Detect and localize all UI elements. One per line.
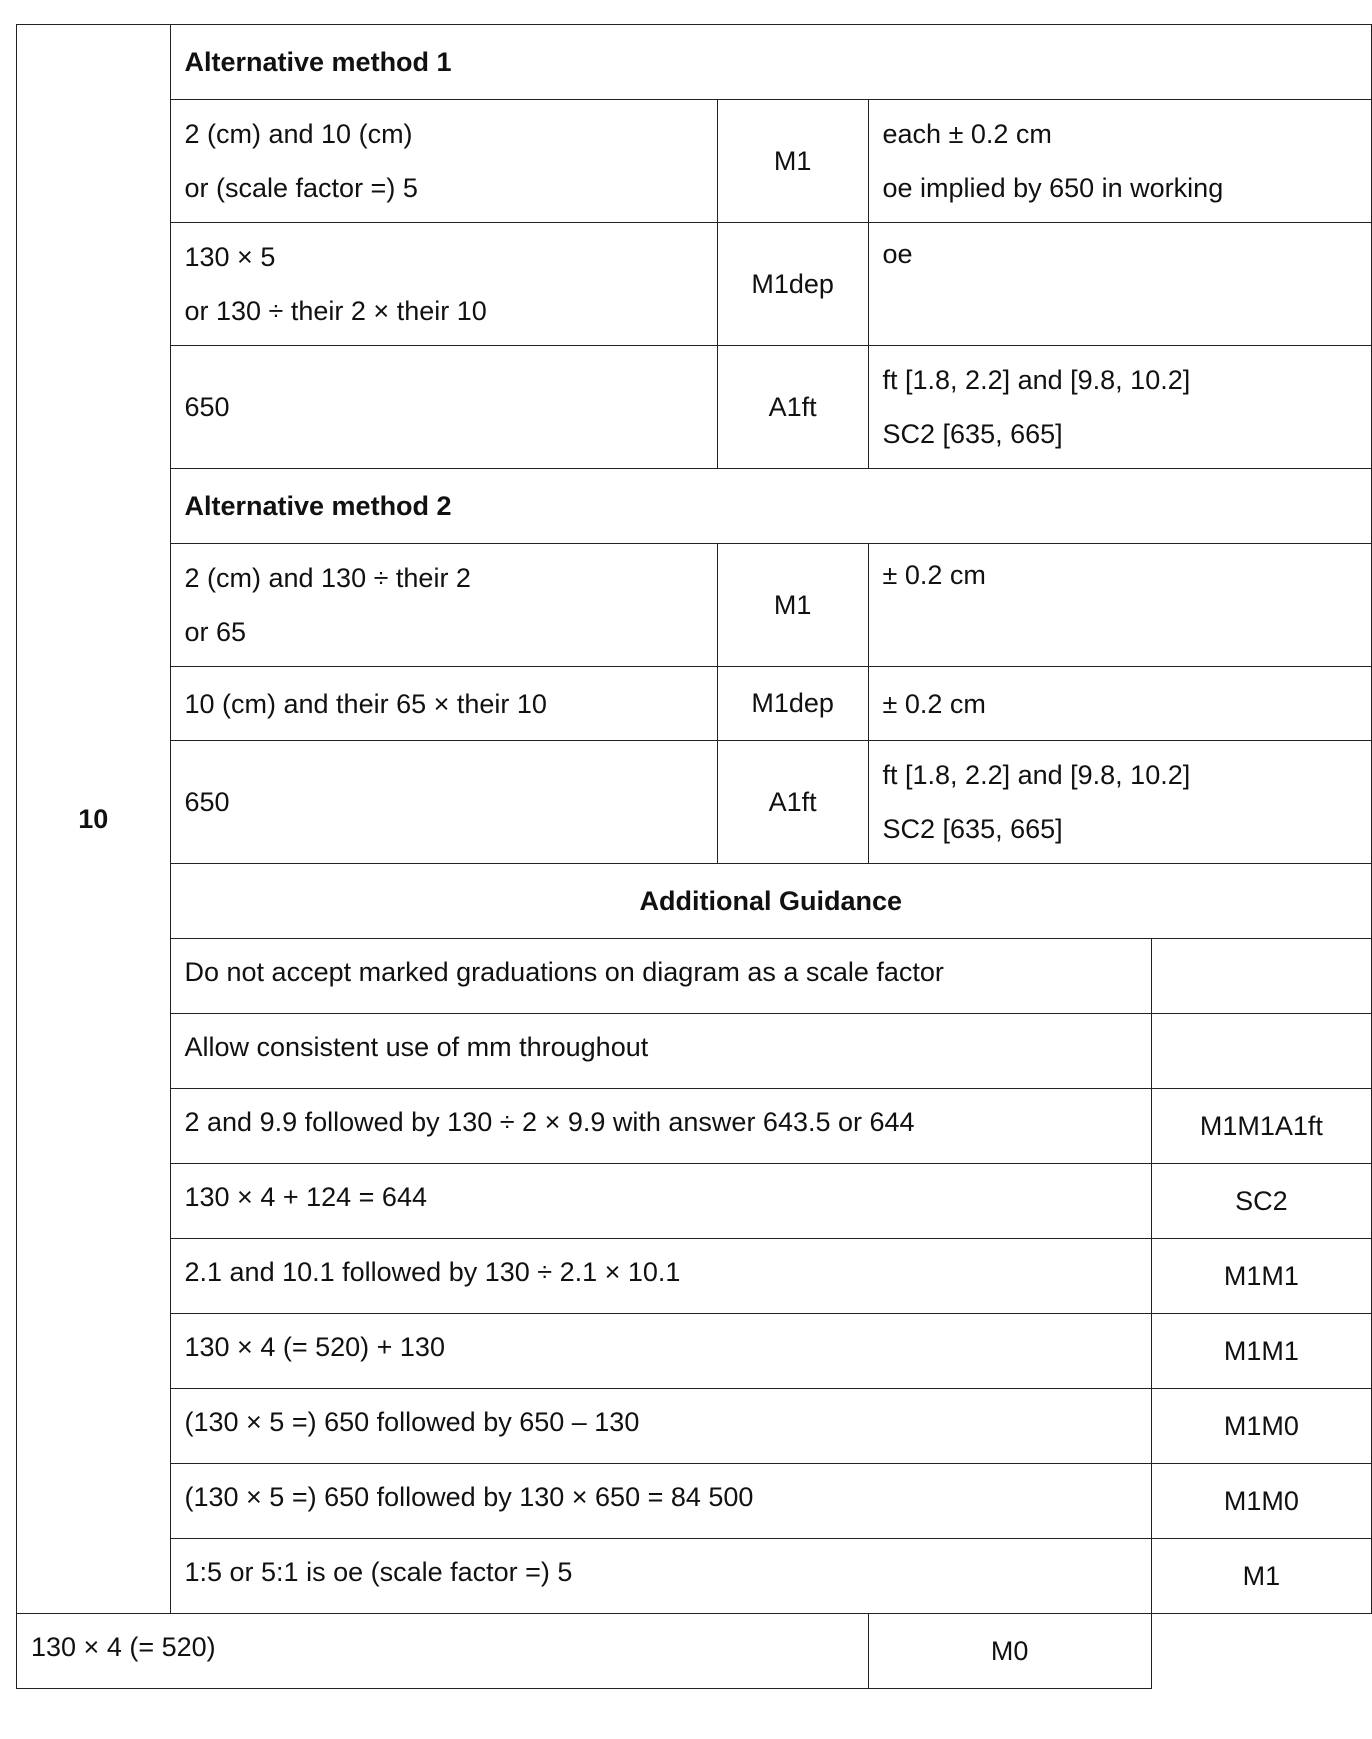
alt1-heading: Alternative method 1 [170,25,1372,100]
guidance-mark: M1M0 [1151,1464,1371,1539]
guidance-row [17,1464,1372,1539]
guidance-mark: M1M1 [1151,1314,1371,1389]
alt2-row [17,741,1372,864]
guidance-mark: M1M1 [1151,1239,1371,1314]
comment-line: ± 0.2 cm [882,688,986,719]
working-line: 650 [184,392,230,422]
guidance-row [17,1239,1372,1314]
working-line: or 130 ÷ their 2 × their 10 [184,296,487,326]
alt1-row [17,223,1372,346]
guidance-row [17,939,1372,1014]
alt2-row [17,544,1372,667]
guidance-row [17,1164,1372,1239]
guidance-text: Allow consistent use of mm throughout [184,1031,649,1062]
working-line: 2 (cm) and 130 ÷ their 2 [184,563,471,593]
guidance-text: 130 × 4 + 124 = 644 [184,1181,427,1212]
working-line: 10 (cm) and their 65 × their 10 [184,688,547,719]
working-line: 130 × 5 [184,242,276,272]
mark-scheme-table [16,24,1372,1689]
guidance-row [17,1014,1372,1089]
guidance-row [17,1539,1372,1614]
comment-line: oe [882,239,913,269]
question-number: 10 [17,25,171,1614]
working-line: or 65 [184,617,247,647]
guidance-mark: M0 [868,1614,1151,1689]
guidance-row [17,1089,1372,1164]
comment-line: ft [1.8, 2.2] and [9.8, 10.2] [882,365,1191,395]
mark: A1ft [717,741,868,864]
comment-line: oe implied by 650 in working [882,173,1224,203]
mark: M1 [717,544,868,667]
working-line: 650 [184,787,230,817]
comment-line: SC2 [635, 665] [882,814,1063,844]
alt2-row [17,667,1372,741]
guidance-text: Do not accept marked graduations on diagram as a scale factor [184,956,944,987]
guidance-text: 130 × 4 (= 520) + 130 [184,1331,445,1362]
mark: M1dep [717,667,868,741]
alt1-row [17,346,1372,469]
guidance-mark: SC2 [1151,1164,1371,1239]
guidance-row [17,1314,1372,1389]
working-line: or (scale factor =) 5 [184,173,418,203]
comment-line: ± 0.2 cm [882,560,986,590]
guidance-text: (130 × 5 =) 650 followed by 130 × 650 = 84 500 [184,1481,754,1512]
comment-line: each ± 0.2 cm [882,119,1052,149]
mark: M1 [717,100,868,223]
guidance-mark: M1 [1151,1539,1371,1614]
guidance-text: (130 × 5 =) 650 followed by 650 – 130 [184,1406,640,1437]
guidance-mark [1151,939,1371,1014]
mark: A1ft [717,346,868,469]
guidance-mark: M1M0 [1151,1389,1371,1464]
guidance-text: 2 and 9.9 followed by 130 ÷ 2 × 9.9 with answer 643.5 or 644 [184,1106,915,1137]
guidance-text: 1:5 or 5:1 is oe (scale factor =) 5 [184,1556,573,1587]
guidance-heading: Additional Guidance [170,864,1372,939]
guidance-row [17,1614,1372,1689]
alt1-row [17,100,1372,223]
guidance-text: 130 × 4 (= 520) [31,1631,216,1662]
guidance-mark [1151,1014,1371,1089]
comment-line: ft [1.8, 2.2] and [9.8, 10.2] [882,760,1191,790]
guidance-text: 2.1 and 10.1 followed by 130 ÷ 2.1 × 10.1 [184,1256,681,1287]
guidance-row [17,1389,1372,1464]
guidance-mark: M1M1A1ft [1151,1089,1371,1164]
mark: M1dep [717,223,868,346]
comment-line: SC2 [635, 665] [882,419,1063,449]
alt2-heading: Alternative method 2 [170,469,1372,544]
working-line: 2 (cm) and 10 (cm) [184,119,413,149]
